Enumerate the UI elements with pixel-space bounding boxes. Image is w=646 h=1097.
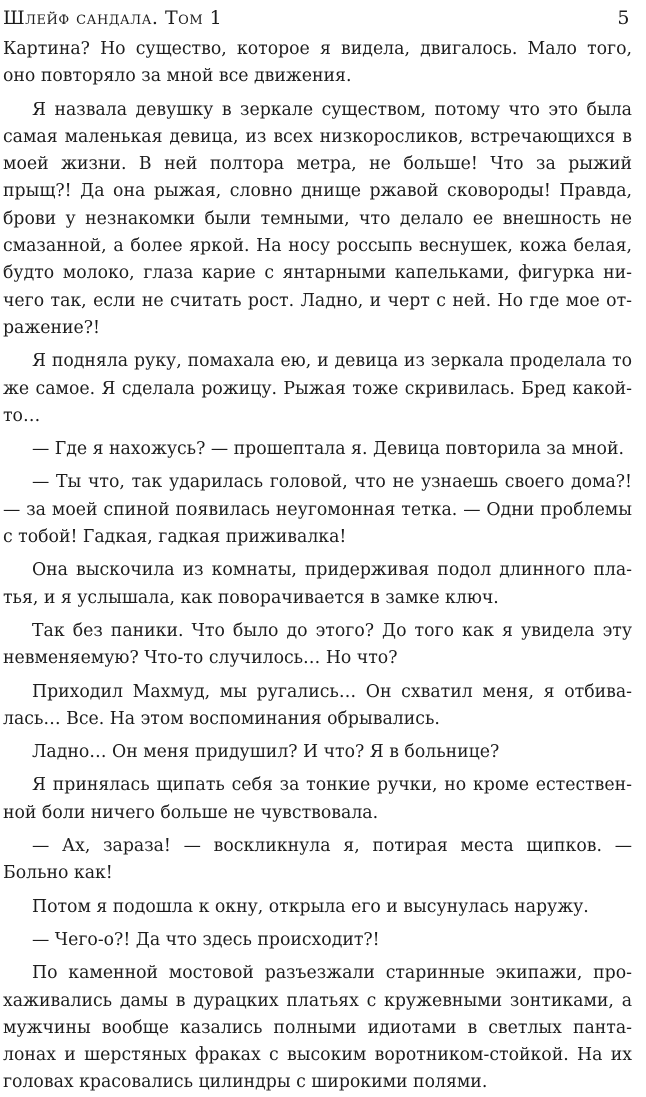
paragraph: Так без паники. Что было до этого? До того как я увидела эту невменяемую? Что-то случилось… Но что? — [3, 620, 632, 669]
running-header — [3, 0, 632, 36]
paragraph: — Где я нахожусь? — прошептала я. Девица повторила за мной. — [32, 439, 624, 460]
paragraph: Ладно… Он меня придушил? И что? Я в больнице? — [32, 742, 500, 763]
paragraph: Она выскочила из комнаты, придерживая подол длинного платья, и я услышала, как поворачивается в замке ключ. — [3, 560, 632, 608]
paragraph: — Ты что, так ударилась головой, что не узнаешь своего дома?! — за моей спиной появилась неугомонная тетка. — Одни проблемы с тобой! Гадкая, гадкая приживалка! — [3, 472, 632, 548]
paragraph: Приходил Махмуд, мы ругались… Он схватил меня, я отбивалась… Все. На этом воспоминания обрывались. — [3, 681, 632, 729]
paragraph: Потом я подошла к окну, открыла его и высунулась наружу. — [32, 896, 589, 917]
page-number: 5 — [617, 7, 630, 29]
paragraph: — Ах, зараза! — воскликнула я, потирая места щипков. — Больно как! — [3, 836, 632, 884]
running-title: Шлейф сандала. Том 1 — [3, 7, 223, 29]
paragraph: Я принялась щипать себя за тонкие ручки, но кроме естественной боли ничего больше не чувствовала. — [3, 775, 632, 823]
paragraph: — Чего-о?! Да что здесь происходит?! — [32, 929, 380, 950]
paragraph: Я назвала девушку в зеркале существом, потому что это была самая маленькая девица, из всех низкоросликов, встречающихся в моей жизни. В ней полтора метра, не больше! Что за рыжий прыщ?! Да она рыжая, словно днище ржавой сковороды! Правда, брови у незнакомки были темными, что делало ее внешность не смазанной, а более яркой. На носу россыпь веснушек, кожа белая, будто молоко, глаза карие с янтарными капельками, фигурка ничего так, если не считать рост. Ладно, и черт с ней. Но где мое отражение?! — [3, 99, 632, 338]
paragraph: Я подняла руку, помахала ею, и девица из зеркала проделала то же самое. Я сделала рожицу. Рыжая тоже скривилась. Бред какой-то… — [3, 351, 632, 426]
body-text — [3, 36, 632, 1097]
paragraph: По каменной мостовой разъезжали старинные экипажи, прохаживались дамы в дурацких платьях с кружевными зонтиками, а мужчины вообще казались полными идиотами в светлых панталонах и шерстяных фраках с высоким воротником-стойкой. На их головах красовались цилиндры с широкими полями. — [3, 963, 632, 1093]
paragraph: Картина? Но существо, которое я видела, двигалось. Мало того, оно повторяло за мной все движения. — [3, 39, 632, 87]
